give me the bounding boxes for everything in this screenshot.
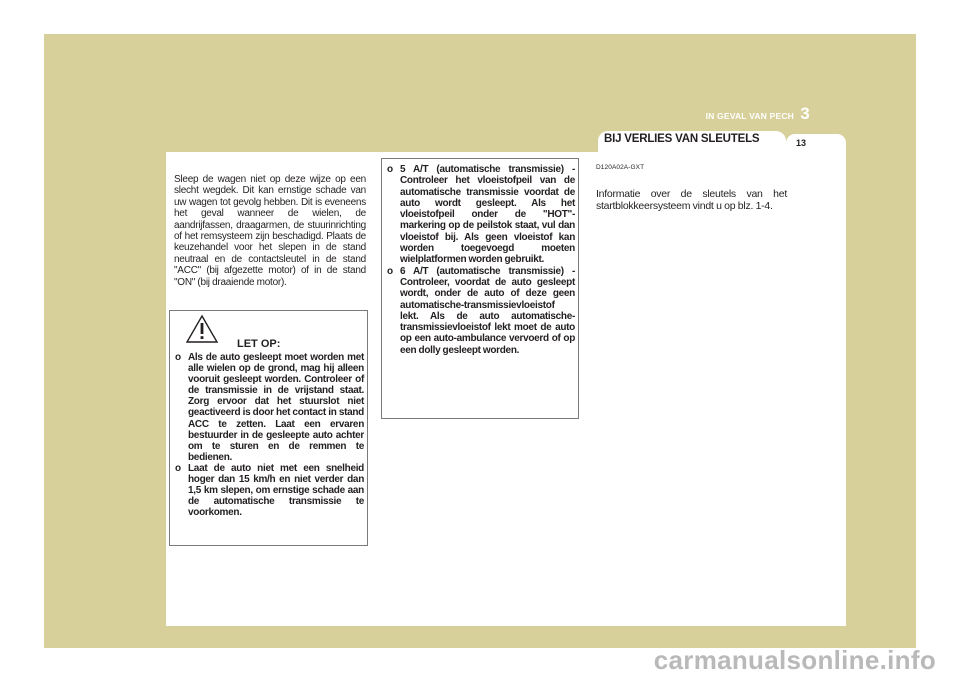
list-item <box>387 266 575 356</box>
list-item <box>175 352 364 463</box>
warning-triangle-icon <box>185 314 219 344</box>
warning-title: LET OP: <box>237 338 281 350</box>
transmission-item-text: 5 A/T (automatische transmissie) - Controleer het vloeistofpeil van de automatische transmissie voordat de auto wordt gesleept. Als het vloeistofpeil onder de "HOT"-markering op de peilstok staat, vul dan vloeistof bij. Als geen vloeistof kan worden toegevoegd moeten wielplatformen worden gebruikt. <box>400 164 575 266</box>
bullet-marker: o <box>387 265 393 277</box>
warning-list <box>175 352 364 518</box>
warning-item-text: Als de auto gesleept moet worden met alle wielen op de grond, mag hij alleen vooruit gesleept worden. Controleer of de transmissie in de vrijstand staat. Zorg ervoor dat het stuurslot niet geactiveerd is door het contact in stand ACC te zetten. Laat een ervaren bestuurder in de gesleepte auto achter om te sturen en de remmen te bedienen. <box>188 352 364 463</box>
bullet-marker: o <box>387 164 393 175</box>
warning-item-text: Laat de auto niet met een snelheid hoger dan 15 km/h en niet verder dan 1,5 km slepen, om ernstige schade aan de automatische transmissie te voorkomen. <box>188 462 364 519</box>
list-item <box>175 463 364 518</box>
right-paragraph: Informatie over de sleutels van het startblokkeersysteem vindt u op blz. 1-4. <box>596 187 787 212</box>
reference-code: D120A02A-GXT <box>596 164 645 171</box>
list-item <box>387 164 575 266</box>
watermark: carmanualsonline.info <box>653 645 936 675</box>
left-paragraph: Sleep de wagen niet op deze wijze op een slecht wegdek. Dit kan ernstige schade van uw wagen tot gevolg hebben. Dit is eveneens het geval wanneer de wielen, de aandrijfassen, draagarmen, de stuurinrichting of het remsysteem zijn beschadigd. Plaats de keuzehandel voor het slepen in de stand neutraal en de contactsleutel in de stand "ACC" (bij afgezette motor) of in de stand "ON" (bij draaiende motor). <box>174 174 366 288</box>
section-title: IN GEVAL VAN PECH <box>705 111 794 121</box>
transmission-item-text: 6 A/T (automatische transmissie) - Controleer, voordat de auto gesleept wordt, onder de auto of deze geen automatische-transmissievloeistof lekt. Als de auto automatische-transmissievloeistof lekt moet de auto op een auto-ambulance vervoerd of op een dolly gesleept worden. <box>400 265 575 356</box>
bullet-marker: o <box>175 352 181 363</box>
transmission-list <box>387 164 575 356</box>
page-number: 13 <box>795 138 806 148</box>
chapter-number: 3 <box>800 104 810 123</box>
tab-title: BIJ VERLIES VAN SLEUTELS <box>604 133 760 145</box>
bullet-marker: o <box>175 462 181 474</box>
